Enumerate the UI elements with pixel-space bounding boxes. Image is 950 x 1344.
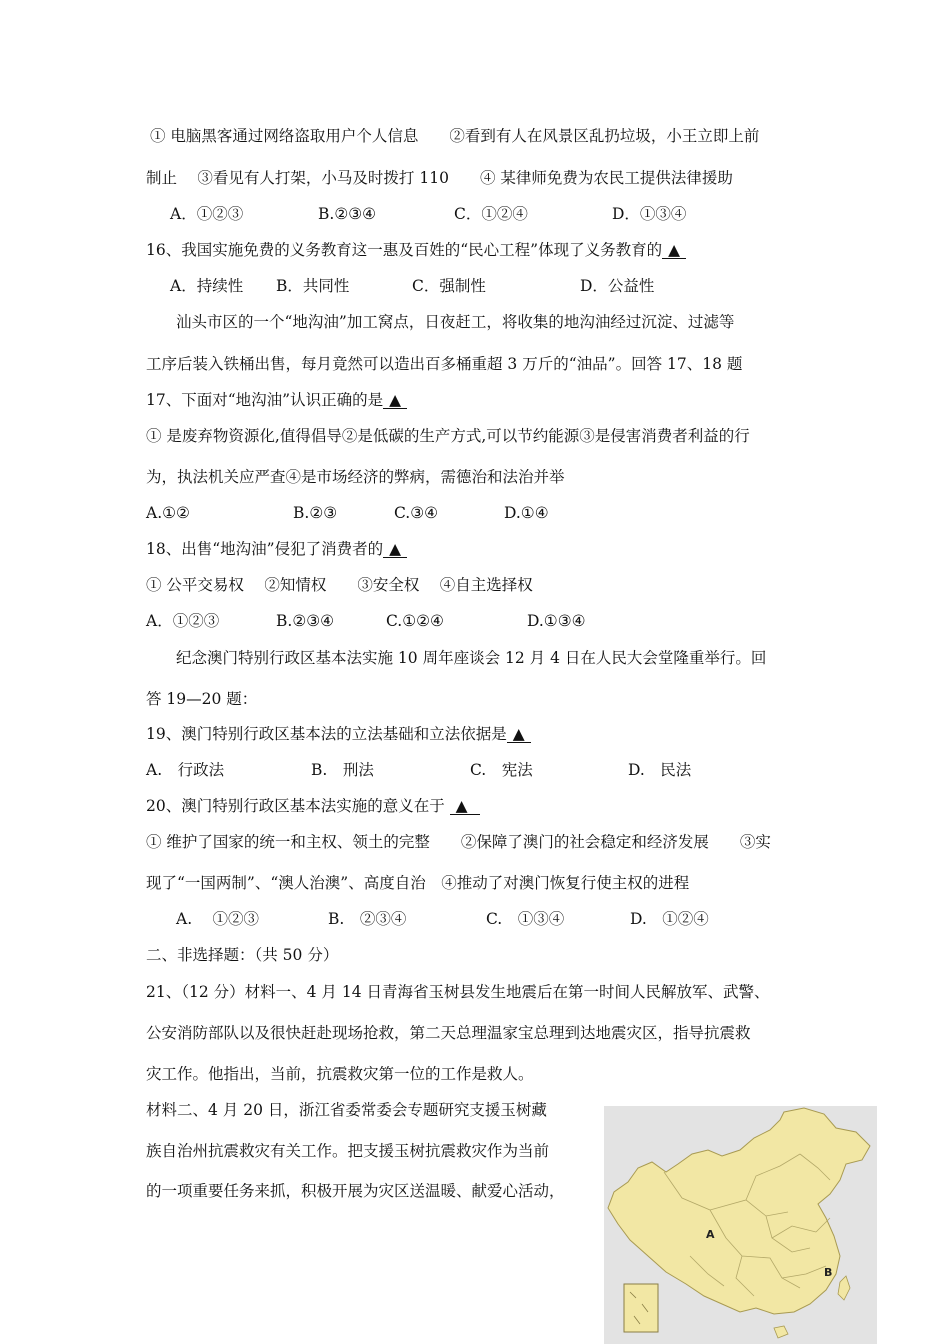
material-2-line-2: 族自治州抗震救灾有关工作。把支援玉树抗震救灾作为当前 — [146, 1142, 550, 1160]
question-21-line-2: 公安消防部队以及很快赶赴现场抢救，第二天总理温家宝总理到达地震灾区，指导抗震救 — [146, 1024, 751, 1042]
passage-oil-2: 工序后装入铁桶出售，每月竟然可以造出百多桶重超 3 万斤的“油品”。回答 17、18 题 — [146, 355, 743, 373]
passage-macau-2: 答 19—20 题： — [146, 690, 258, 708]
question-16 — [146, 240, 686, 260]
statement-line-1: ① 电脑黑客通过网络盗取用户个人信息 ②看到有人在风景区乱扔垃圾，小王立即上前 — [150, 127, 760, 145]
material-2-line-3: 的一项重要任务来抓，积极开展为灾区送温暖、献爱心活动， — [146, 1182, 565, 1200]
answer-blank: ▲ — [507, 726, 531, 743]
option-d: D. 民法 — [628, 761, 692, 779]
question-17-statements-1: ① 是废弃物资源化,值得倡导②是低碳的生产方式,可以节约能源③是侵害消费者利益的行 — [146, 427, 750, 445]
question-20 — [146, 796, 480, 816]
question-18 — [146, 539, 407, 559]
question-text: 18、出售“地沟油”侵犯了消费者的 — [146, 540, 384, 558]
option-b: B.②③④ — [318, 205, 377, 223]
option-b: B.②③ — [293, 504, 338, 522]
option-c: C. 宪法 — [470, 761, 533, 779]
answer-blank: ▲ — [662, 242, 686, 259]
question-text: 17、下面对“地沟油”认识正确的是 — [146, 391, 384, 409]
option-b: B．共同性 — [276, 277, 350, 295]
material-2-line-1: 材料二、4 月 20 日，浙江省委常委会专题研究支援玉树藏 — [146, 1101, 547, 1119]
option-b: B.②③④ — [276, 612, 335, 630]
answer-blank: ▲ — [450, 798, 480, 815]
option-c: C.①②④ — [386, 612, 444, 630]
question-text: 19、澳门特别行政区基本法的立法基础和立法依据是 — [146, 725, 507, 743]
option-d: D．①③④ — [612, 205, 687, 223]
option-b: B. 刑法 — [311, 761, 374, 779]
option-c: C．强制性 — [412, 277, 486, 295]
option-a: A. 行政法 — [146, 761, 225, 779]
option-c: C. ①③④ — [486, 910, 565, 928]
option-d: D. ①②④ — [630, 910, 709, 928]
option-a: A．①②③ — [170, 205, 244, 223]
option-d: D．公益性 — [580, 277, 655, 295]
china-map — [604, 1106, 877, 1344]
question-20-statements-1: ① 维护了国家的统一和主权、领土的完整 ②保障了澳门的社会稳定和经济发展 ③实 — [146, 833, 771, 851]
section-2-heading: 二、非选择题：（共 50 分） — [146, 946, 339, 964]
question-text: 20、澳门特别行政区基本法实施的意义在于 — [146, 797, 445, 815]
question-text: 16、我国实施免费的义务教育这一惠及百姓的“民心工程”体现了义务教育的 — [146, 241, 663, 259]
question-20-statements-2: 现了“一国两制”、“澳人治澳”、高度自治 ④推动了对澳门恢复行使主权的进程 — [146, 874, 690, 892]
question-19 — [146, 724, 531, 744]
answer-blank: ▲ — [383, 541, 407, 558]
statement-line-2: 制止 ③看见有人打架，小马及时拨打 110 ④ 某律师免费为农民工提供法律援助 — [146, 169, 733, 187]
option-a: A. ①②③ — [176, 910, 260, 928]
south-china-sea-inset — [624, 1284, 658, 1332]
option-d: D.①③④ — [527, 612, 586, 630]
option-d: D.①④ — [504, 504, 549, 522]
passage-macau-1: 纪念澳门特别行政区基本法实施 10 周年座谈会 12 月 4 日在人民大会堂隆重举行。回 — [176, 649, 767, 667]
map-label-b: B — [824, 1266, 833, 1279]
answer-blank: ▲ — [383, 392, 407, 409]
question-21-line-1: 21、（12 分）材料一、4 月 14 日青海省玉树县发生地震后在第一时间人民解放军、武警、 — [146, 983, 770, 1001]
question-17 — [146, 390, 407, 410]
question-17-statements-2: 为，执法机关应严查④是市场经济的弊病，需德治和法治并举 — [146, 468, 565, 486]
question-18-statements: ① 公平交易权 ②知情权 ③安全权 ④自主选择权 — [146, 576, 533, 594]
option-b: B. ②③④ — [328, 910, 407, 928]
option-a: A.①② — [146, 504, 190, 522]
option-c: C.③④ — [394, 504, 439, 522]
option-a: A．①②③ — [146, 612, 220, 630]
passage-oil-1: 汕头市区的一个“地沟油”加工窝点，日夜赶工，将收集的地沟油经过沉淀、过滤等 — [176, 313, 735, 331]
question-21-line-3: 灾工作。他指出，当前，抗震救灾第一位的工作是救人。 — [146, 1065, 534, 1083]
option-a: A．持续性 — [170, 277, 244, 295]
map-label-a: A — [706, 1228, 715, 1241]
option-c: C．①②④ — [454, 205, 528, 223]
